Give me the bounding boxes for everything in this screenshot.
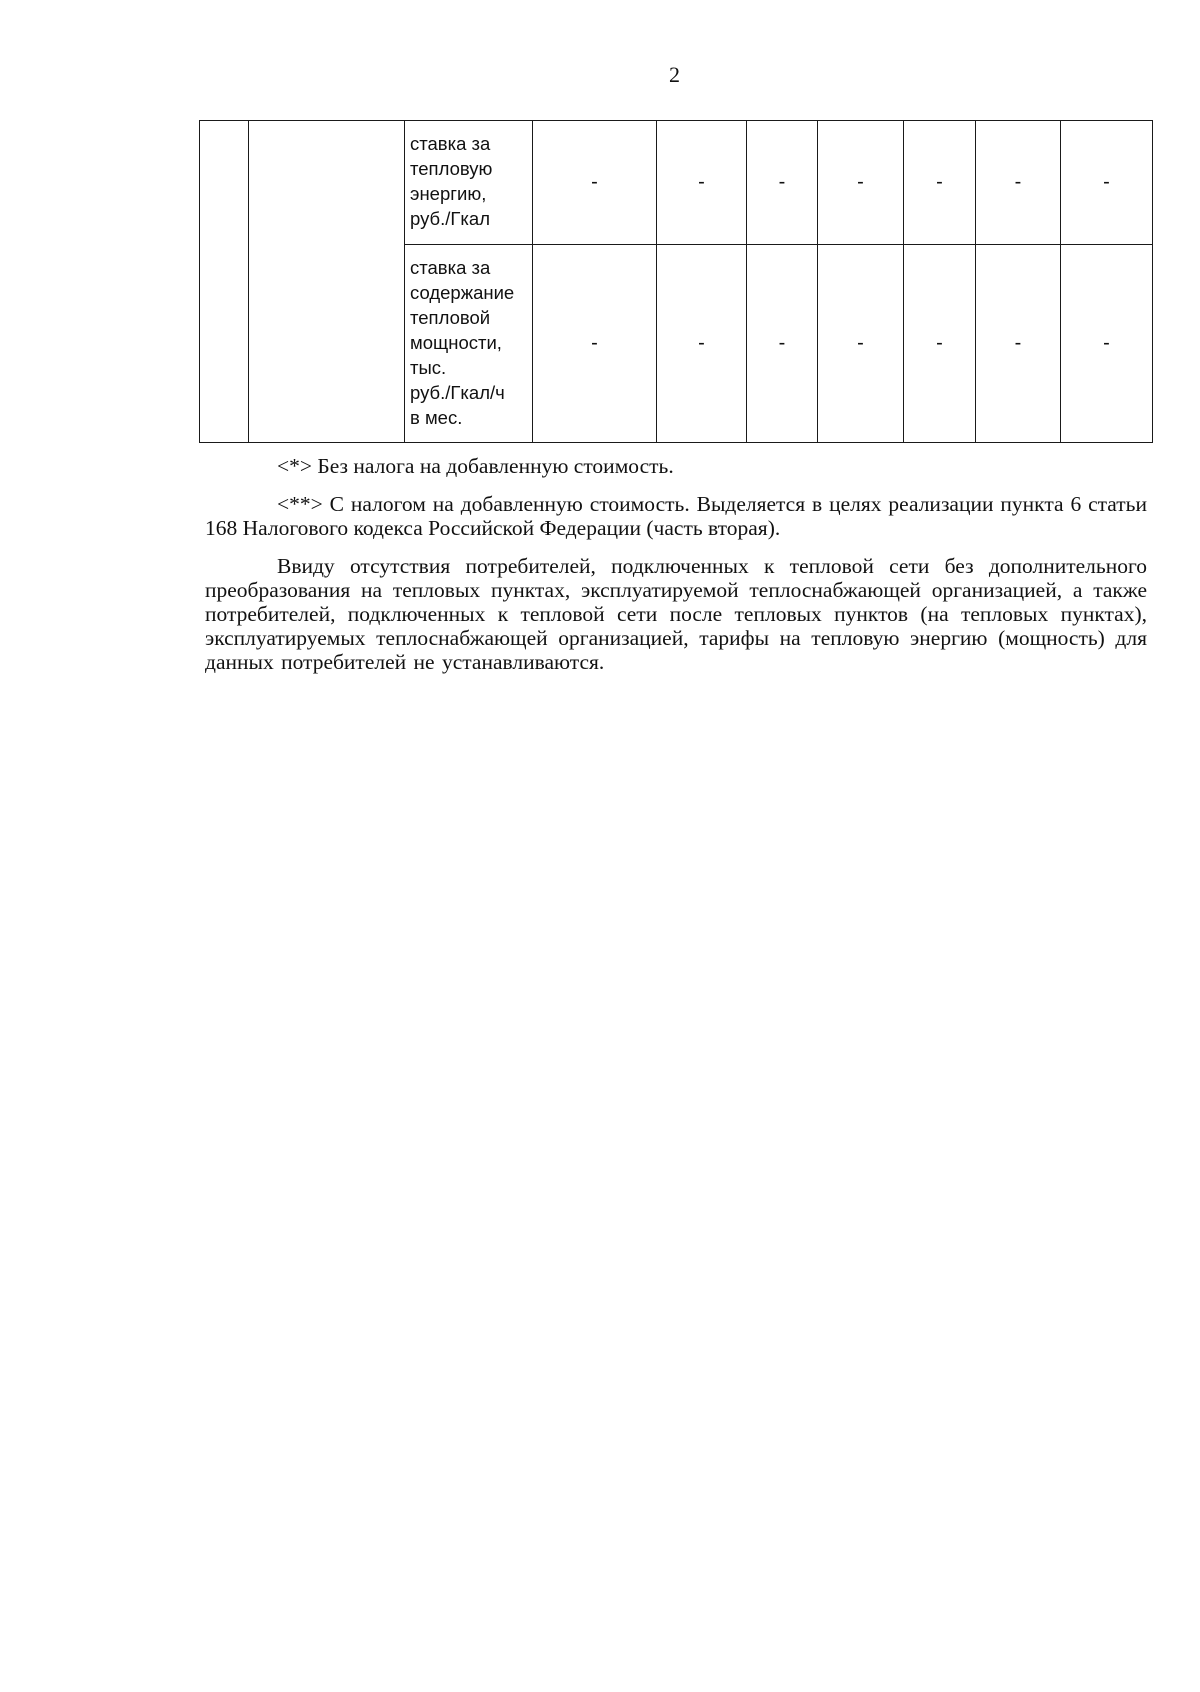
table-cell-value: -: [818, 121, 904, 245]
table-cell-value: -: [1061, 121, 1153, 245]
label-line: содержание: [410, 282, 515, 303]
tariff-exemption-paragraph: Ввиду отсутствия потребителей, подключенных к тепловой сети без дополнительного преобразования на тепловых пунктах, эксплуатируемой теплоснабжающей организацией, а также потребителей, подключенных к тепловой сети после тепловых пунктов (на тепловых пунктах), эксплуатируемых теплоснабжающей организацией, тарифы на тепловую энергию (мощность) для данных потребителей не устанавливаются.: [205, 554, 1147, 674]
row-label-energy-rate: [405, 121, 533, 245]
table-cell-value: -: [533, 245, 657, 443]
label-line: мощности,: [410, 332, 502, 353]
table-cell-value: -: [533, 121, 657, 245]
table-cell-value: -: [657, 245, 747, 443]
table-cell-value: -: [747, 121, 818, 245]
table-cell-value: -: [747, 245, 818, 443]
label-line: тепловой: [410, 307, 491, 328]
table-cell-value: -: [1061, 245, 1153, 443]
table-cell-value: -: [904, 121, 976, 245]
label-line: в мес.: [410, 407, 463, 428]
label-line: руб./Гкал: [410, 208, 491, 229]
page-number: 2: [669, 62, 680, 87]
label-line: руб./Гкал/ч: [410, 382, 505, 403]
label-line: ставка за: [410, 133, 491, 154]
footnote-without-vat: <*> Без налога на добавленную стоимость.: [277, 454, 674, 478]
label-line: энергию,: [410, 183, 487, 204]
table-cell-value: -: [976, 121, 1061, 245]
label-line: тыс.: [410, 357, 447, 378]
table-cell-value: -: [904, 245, 976, 443]
tariff-table: [199, 120, 1153, 443]
table-row: [200, 121, 1153, 245]
row-label-capacity-rate: [405, 245, 533, 443]
table-cell-value: -: [657, 121, 747, 245]
table-cell-empty: [249, 121, 405, 443]
table-cell-value: -: [976, 245, 1061, 443]
table-cell-empty: [200, 121, 249, 443]
label-line: тепловую: [410, 158, 493, 179]
table-cell-value: -: [818, 245, 904, 443]
footnote-with-vat: <**> С налогом на добавленную стоимость. Выделяется в целях реализации пункта 6 статьи 168 Налогового кодекса Российской Федерации (часть вторая).: [205, 492, 1147, 540]
label-line: ставка за: [410, 257, 491, 278]
notes-section: [205, 454, 1147, 688]
